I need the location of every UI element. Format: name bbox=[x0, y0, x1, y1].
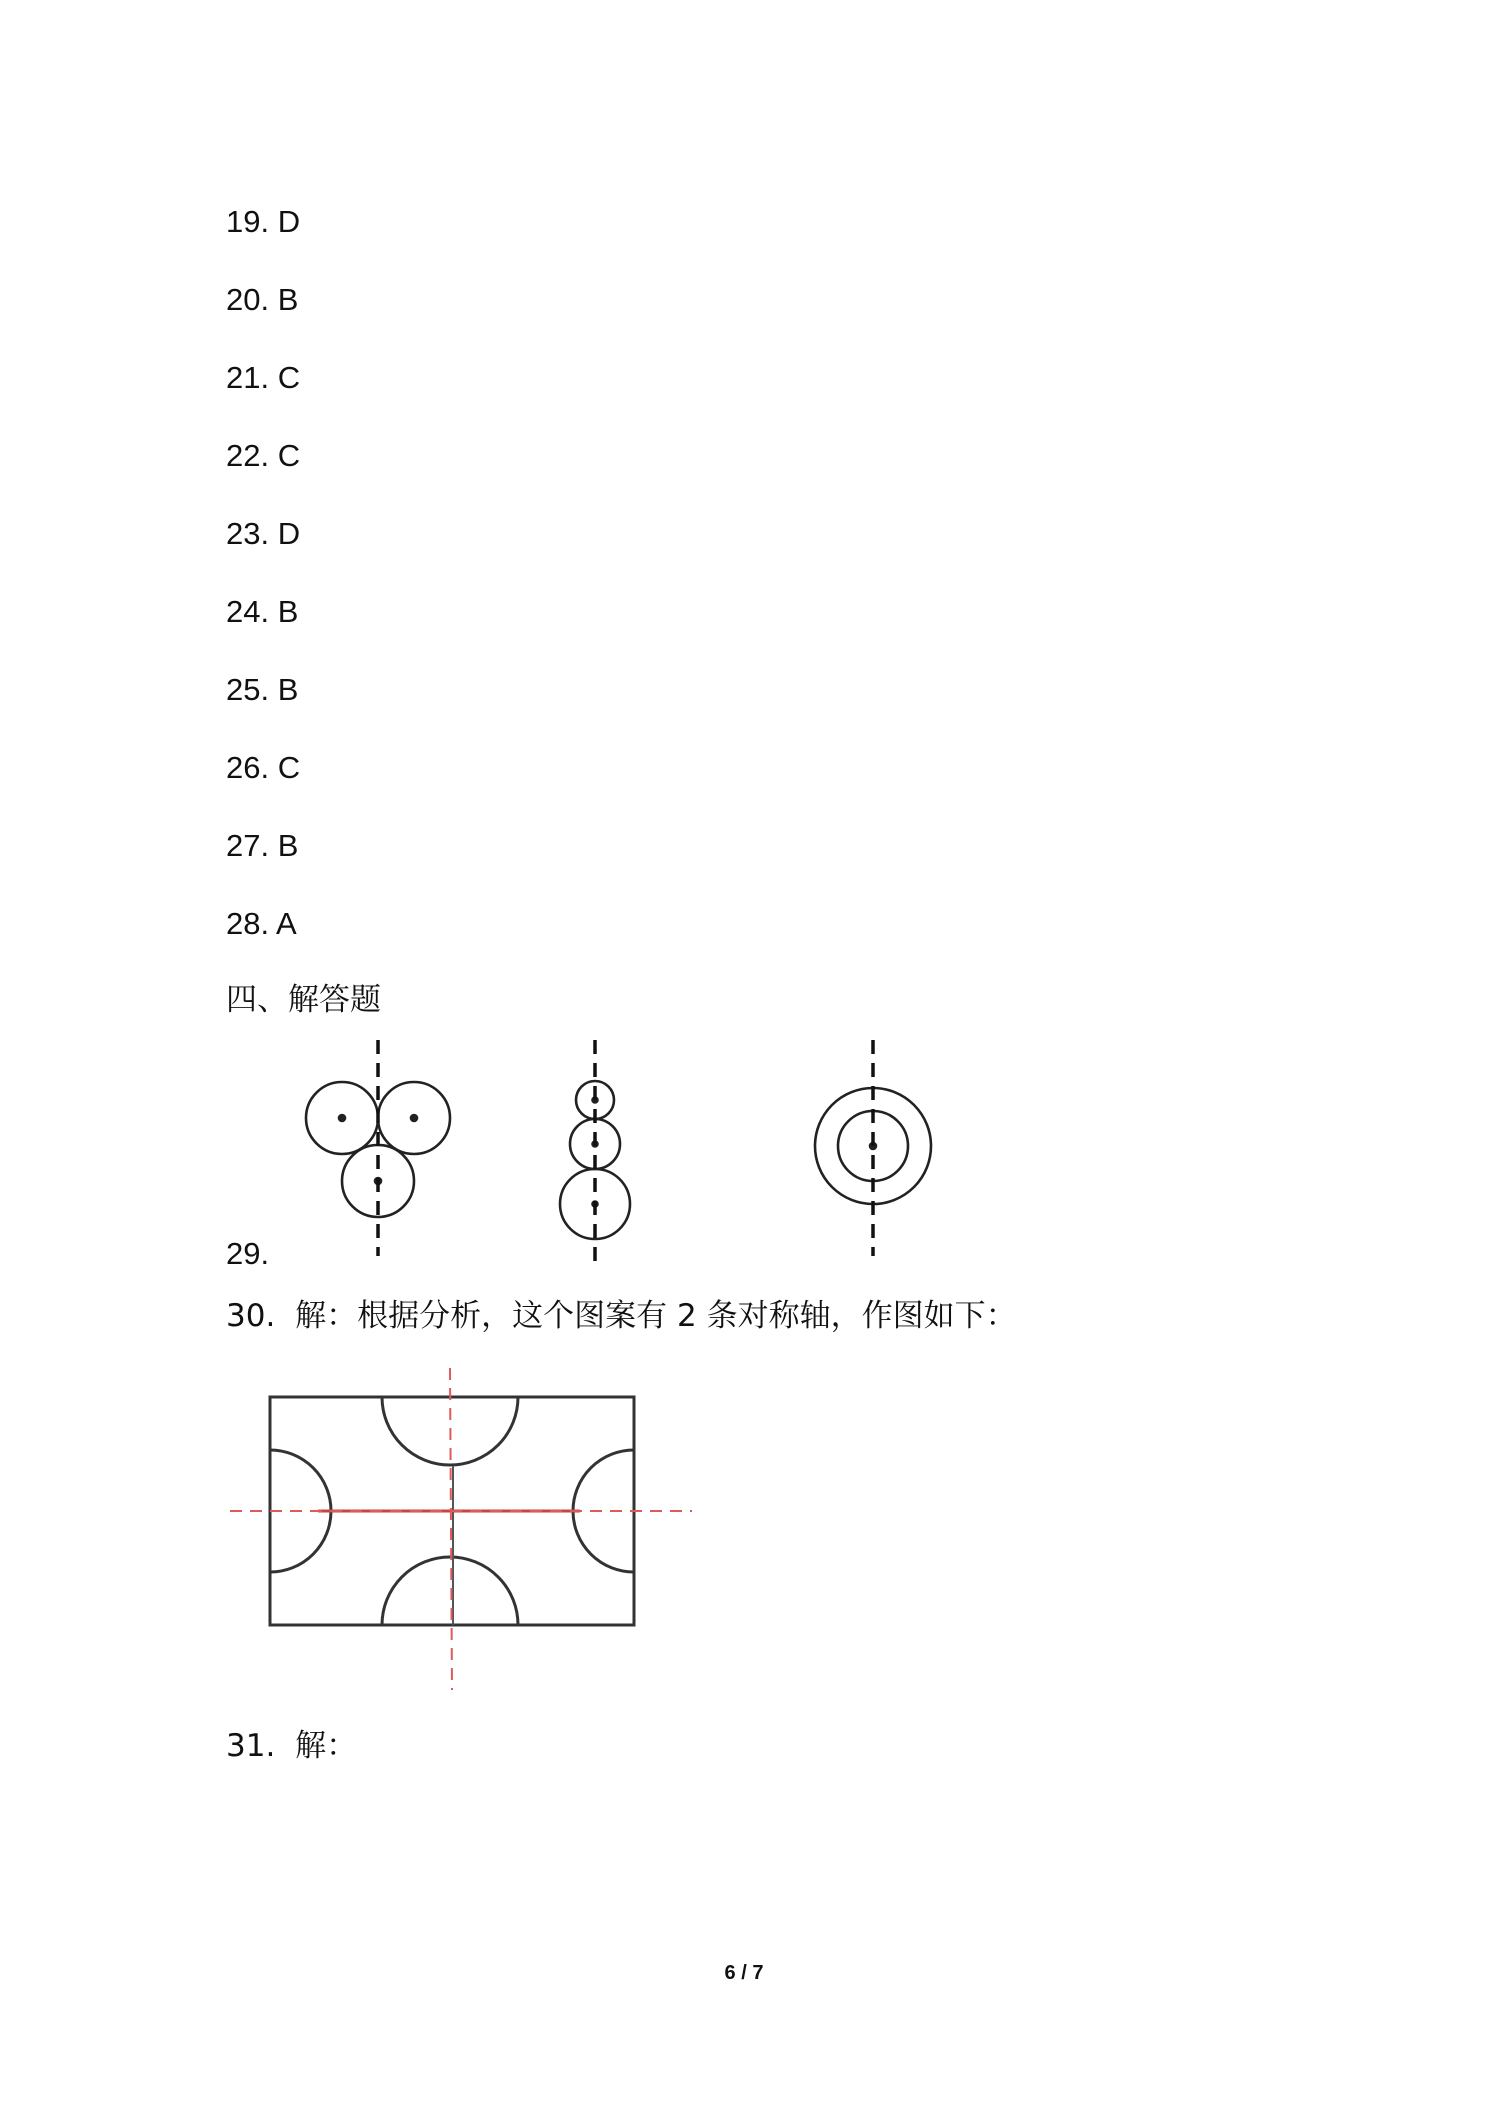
answer-choice: B bbox=[277, 594, 299, 629]
answer-choice: D bbox=[277, 204, 301, 239]
section-heading: 四、解答题 bbox=[226, 982, 381, 1018]
answer-number: 20. bbox=[226, 282, 270, 317]
vertical-symmetry-axis bbox=[450, 1368, 452, 1690]
answer-number: 25. bbox=[226, 672, 270, 707]
answer-choice: B bbox=[277, 828, 299, 863]
answer-choice: C bbox=[277, 438, 301, 473]
page-number: 6 / 7 bbox=[724, 1962, 764, 1984]
answer-number: 19. bbox=[226, 204, 270, 239]
answer-number: 24. bbox=[226, 594, 270, 629]
q29-label: 29. bbox=[226, 1236, 270, 1271]
q31-text bbox=[226, 1726, 357, 1766]
answer-choice: B bbox=[277, 672, 299, 707]
answer-number: 27. bbox=[226, 828, 270, 863]
answer-number: 28. bbox=[226, 906, 270, 941]
q31-body: 解： bbox=[295, 1728, 358, 1764]
answer-choice: C bbox=[277, 360, 301, 395]
answer-choice: C bbox=[277, 750, 301, 785]
answer-number: 26. bbox=[226, 750, 270, 785]
q31-label: 31. bbox=[226, 1728, 276, 1764]
q30-label: 30. bbox=[226, 1298, 276, 1334]
answer-choice: D bbox=[277, 516, 301, 551]
q30-body: 解：根据分析，这个图案有 2 条对称轴，作图如下： bbox=[295, 1298, 1017, 1334]
answer-number: 23. bbox=[226, 516, 270, 551]
answer-choice: A bbox=[276, 906, 297, 941]
answer-number: 21. bbox=[226, 360, 270, 395]
answer-choice: B bbox=[277, 282, 299, 317]
answer-number: 22. bbox=[226, 438, 270, 473]
